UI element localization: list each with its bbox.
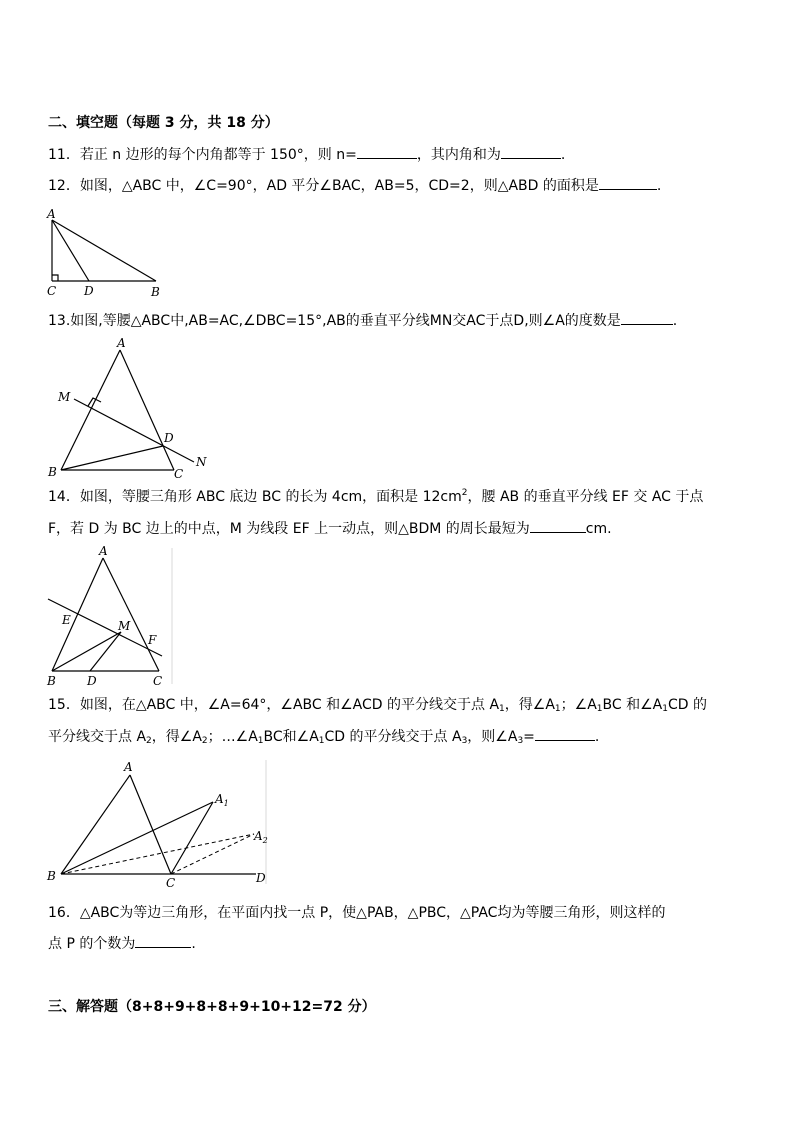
q15-text-2: ，得∠A: [504, 697, 555, 713]
q14-label-f: F: [148, 633, 157, 647]
q15-sub-2: 1: [554, 704, 561, 714]
q15-text-8: ；…∠A: [207, 729, 258, 745]
q12-label-a: A: [47, 207, 56, 221]
q15-text-13: .: [594, 729, 600, 745]
question-14-line-1: [48, 488, 703, 506]
q15-sub-3: 1: [596, 704, 603, 714]
q14-text-1b: ，腰 AB 的垂直平分线 EF 交 AC 于点: [467, 489, 704, 505]
q15-text-6: 平分线交于点 A: [48, 729, 147, 745]
q15-side-ab: [61, 775, 130, 874]
q14-label-b: B: [47, 674, 56, 688]
q13-figure: [44, 336, 214, 481]
q12-answer-blank[interactable]: [599, 177, 657, 190]
q16-text-1: 16．△ABC为等边三角形，在平面内找一点 P，使△PAB，△PBC，△PAC均为等腰三角形，则这样的: [48, 905, 666, 921]
q15-text-3: ；∠A: [560, 697, 597, 713]
q15-figure: [44, 756, 274, 892]
q13-label-b: B: [48, 465, 57, 479]
q11-answer-blank-2[interactable]: [501, 146, 561, 159]
q13-label-n: N: [196, 455, 207, 469]
q14-side-ab: [52, 558, 103, 671]
q15-text-5: CD 的: [667, 697, 707, 713]
q15-label-b: B: [47, 869, 56, 883]
q15-text-7: ，得∠A: [151, 729, 202, 745]
q15-sub-7: 1: [257, 736, 264, 746]
q14-label-d: D: [87, 674, 97, 688]
q12-bisector-ad: [52, 220, 89, 281]
question-13: [48, 312, 677, 330]
q15-answer-blank[interactable]: [535, 728, 595, 741]
q13-answer-blank[interactable]: [621, 312, 673, 325]
q15-text-9: BC和∠A: [263, 729, 319, 745]
q12-label-d: D: [84, 284, 94, 298]
q14-answer-blank[interactable]: [530, 520, 586, 533]
q14-label-c: C: [153, 674, 163, 688]
q15-sub-1: 1: [499, 704, 505, 714]
q15-text-1: 15．如图，在△ABC 中，∠A=64°，∠ABC 和∠ACD 的平分线交于点 A: [48, 697, 500, 713]
q15-label-a: A: [124, 760, 133, 774]
q15-text-12: =: [523, 729, 535, 745]
q15-text-4: BC 和∠A: [602, 697, 663, 713]
q15-text-11: ，则∠A: [467, 729, 518, 745]
question-15-line-1: [48, 696, 707, 718]
q13-label-c: C: [174, 467, 184, 481]
q15-label-a2-letter: A: [254, 829, 263, 843]
q15-sub-5: 2: [146, 736, 152, 746]
q13-segment-bd: [61, 446, 163, 470]
q15-sub-8: 1: [318, 736, 325, 746]
question-12: [48, 177, 661, 195]
q15-segment-ca1: [171, 802, 213, 874]
section-title-fill-in: 二、填空题（每题 3 分，共 18 分）: [48, 115, 279, 131]
q11-text-1: 11．若正 n 边形的每个内角都等于 150°，则 n=: [48, 147, 357, 163]
q14-label-e: E: [62, 613, 71, 627]
q16-text-3: .: [191, 936, 196, 952]
q15-label-a2-sub: 2: [262, 836, 268, 845]
q15-label-a1-letter: A: [215, 792, 224, 806]
q15-sub-9: 3: [461, 736, 468, 746]
q14-superscript-2: 2: [461, 488, 468, 498]
q14-segment-bm: [52, 632, 121, 671]
question-14-line-2: [48, 520, 612, 538]
q15-sub-4: 1: [662, 704, 668, 714]
question-16-line-1: [48, 904, 665, 922]
q15-label-a1: [214, 792, 229, 808]
q14-text-1a: 14．如图，等腰三角形 ABC 底边 BC 的长为 4cm，面积是 12cm: [48, 489, 462, 505]
question-16-line-2: [48, 935, 196, 953]
q15-label-c: C: [166, 876, 176, 890]
q15-label-a1-sub: 1: [223, 799, 229, 808]
q16-answer-blank[interactable]: [135, 935, 191, 948]
q14-text-3: cm.: [585, 521, 612, 537]
q14-label-a: A: [99, 544, 108, 558]
q13-label-a: A: [117, 336, 126, 350]
question-15-line-2: [48, 728, 599, 750]
q14-label-m: M: [118, 619, 131, 633]
q11-answer-blank-1[interactable]: [357, 146, 417, 159]
q13-text-1: 13.如图,等腰△ABC中,AB=AC,∠DBC=15°,AB的垂直平分线MN交AC于点D,则∠A的度数是: [48, 313, 621, 329]
section-title-solutions: 三、解答题（8+8+9+8+8+9+10+12=72 分）: [48, 999, 376, 1015]
q15-label-d: D: [256, 871, 266, 885]
q14-figure: [44, 544, 184, 690]
q13-side-ab: [61, 350, 120, 470]
q11-text-3: .: [560, 147, 566, 163]
q13-side-ac: [120, 350, 174, 470]
q14-text-2: F，若 D 为 BC 边上的中点，M 为线段 EF 上一动点，则△BDM 的周长最短为: [48, 521, 530, 537]
q14-side-ac: [103, 558, 159, 671]
q13-label-d: D: [164, 431, 174, 445]
q14-segment-dm: [90, 632, 121, 671]
q12-label-c: C: [47, 284, 57, 298]
q12-figure: [44, 206, 174, 298]
question-11: [48, 146, 565, 164]
q15-sub-6: 2: [201, 736, 208, 746]
q12-text-1: 12．如图，△ABC 中，∠C=90°，AD 平分∠BAC，AB=5，CD=2，则△ABD 的面积是: [48, 178, 599, 194]
q12-right-angle-mark: [52, 275, 58, 281]
q11-text-2: ，其内角和为: [416, 147, 501, 163]
q14-line-ef: [48, 599, 162, 656]
q13-label-m: M: [58, 390, 71, 404]
q15-segment-ba1: [61, 802, 213, 874]
q15-sub-10: 3: [517, 736, 524, 746]
q15-text-10: CD 的平分线交于点 A: [324, 729, 462, 745]
q12-side-ab: [52, 220, 156, 281]
q15-segment-ca2: [171, 834, 254, 874]
q12-label-b: B: [151, 285, 160, 299]
q12-text-2: .: [656, 178, 662, 194]
q16-text-2: 点 P 的个数为: [48, 936, 136, 952]
q13-text-2: .: [672, 313, 678, 329]
